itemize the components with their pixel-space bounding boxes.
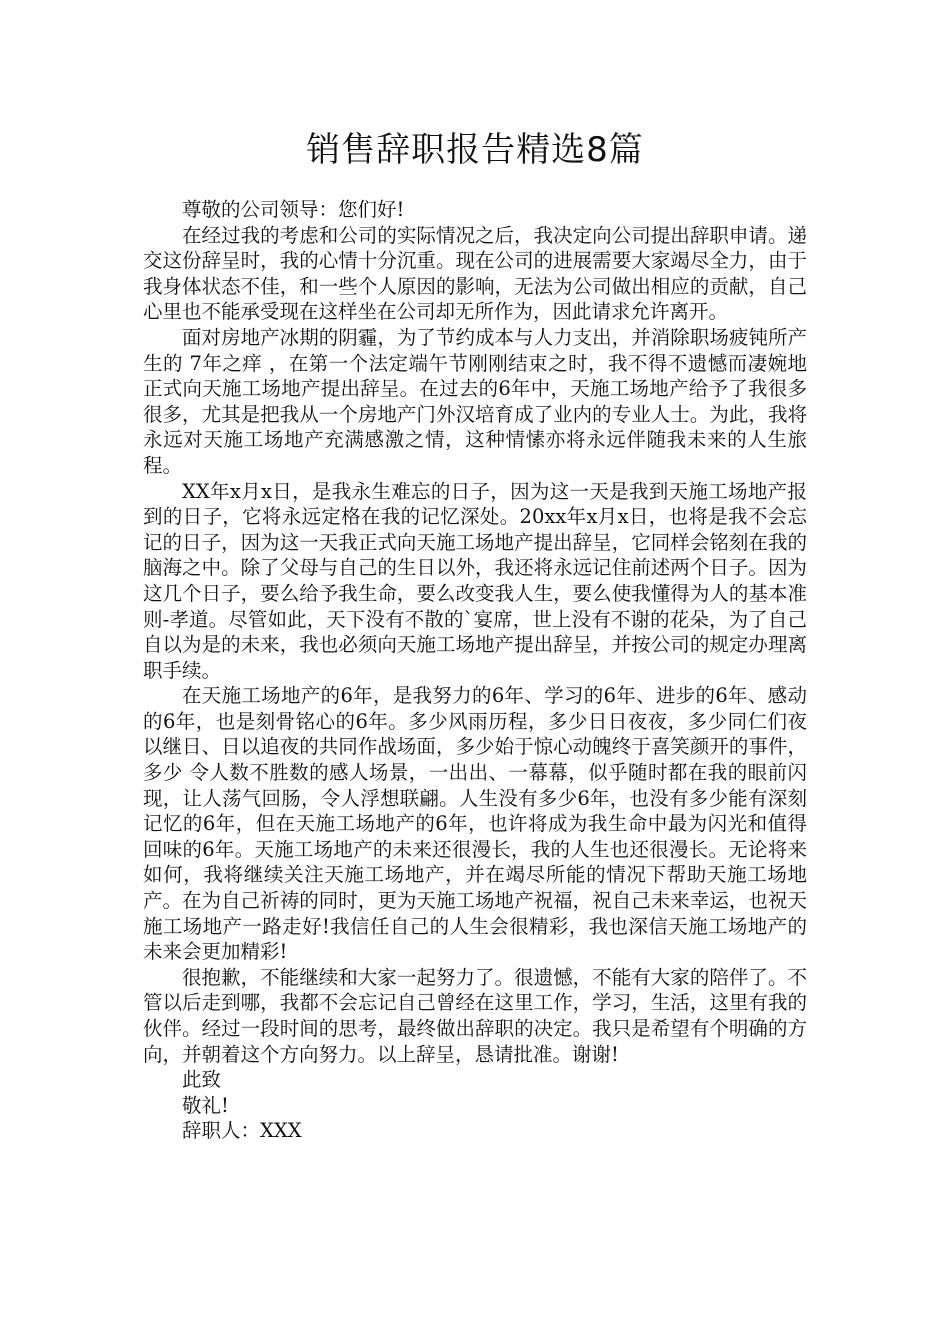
document-title: 销售辞职报告精选8篇	[306, 130, 644, 170]
paragraph-real-estate: 面对房地产冰期的阴霾，为了节约成本与人力支出，并消除职场疲钝所产生的 7年之痒 ，在第一个法定端午节刚刚结束之时，我不得不遗憾而凄婉地正式向天施工场地产提出辞呈。在过去的6年中，天施工场地产给予了我很多很多，尤其是把我从一个房地产门外汉培育成了业内的专业人士。为此，我将永远对天施工场地产充满感激之情，这种情愫亦将永远伴随我未来的人生旅程。	[143, 325, 807, 477]
paragraph-resignation-request: 在经过我的考虑和公司的实际情况之后，我决定向公司提出辞职申请。递交这份辞呈时，我的心情十分沉重。现在公司的进展需要大家竭尽全力，由于我身体状态不佳，和一些个人原因的影响，无法为公司做出相应的贡献，自己心里也不能承受现在这样坐在公司却无所作为，因此请求允许离开。	[143, 223, 807, 324]
document-body	[143, 197, 807, 1144]
paragraph-dates: XX年x月x日，是我永生难忘的日子，因为这一天是我到天施工场地产报到的日子，它将永远定格在我的记忆深处。20xx年x月x日，也将是我不会忘记的日子，因为这一天我正式向天施工场地产提出辞呈，它同样会铭刻在我的脑海之中。除了父母与自己的生日以外，我还将永远记住前述两个日子。因为这几个日子，要么给予我生命，要么改变我人生，要么使我懂得为人的基本准则-孝道。尽管如此，天下没有不散的`宴席，世上没有不谢的花朵，为了自己自以为是的未来，我也必须向天施工场地产提出辞呈，并按公司的规定办理离职手续。	[143, 479, 807, 682]
signature-line: 辞职人：XXX	[182, 1119, 302, 1143]
closing-regards: 此致	[182, 1068, 222, 1092]
paragraph-six-years: 在天施工场地产的6年，是我努力的6年、学习的6年、进步的6年、感动的6年，也是刻骨铭心的6年。多少风雨历程，多少日日夜夜，多少同仁们夜以继日、日以追夜的共同作战场面，多少始于惊心动魄终于喜笑颜开的事件，多少 令人数不胜数的感人场景，一出出、一幕幕，似乎随时都在我的眼前闪现，让人荡气回肠，令人浮想联翩。人生没有多少6年，也没有多少能有深刻记忆的6年，但在天施工场地产的6年，也许将成为我生命中最为闪光和值得回味的6年。天施工场地产的未来还很漫长，我的人生也还很漫长。无论将来如何，我将继续关注天施工场地产，并在竭尽所能的情况下帮助天施工场地产。在为自己祈祷的同时，更为天施工场地产祝福，祝自己未来幸运，也祝天施工场地产一路走好!我信任自己的人生会很精彩，我也深信天施工场地产的未来会更加精彩!	[143, 684, 807, 964]
salutation: 尊敬的公司领导：您们好!	[182, 198, 405, 221]
paragraph-apology: 很抱歉，不能继续和大家一起努力了。很遗憾，不能有大家的陪伴了。不管以后走到哪，我都不会忘记自己曾经在这里工作，学习，生活，这里有我的伙伴。经过一段时间的思考，最终做出辞职的决定。我只是希望有个明确的方向，并朝着这个方向努力。以上辞呈，恳请批准。谢谢!	[143, 965, 807, 1066]
closing-salute: 敬礼!	[182, 1093, 229, 1117]
